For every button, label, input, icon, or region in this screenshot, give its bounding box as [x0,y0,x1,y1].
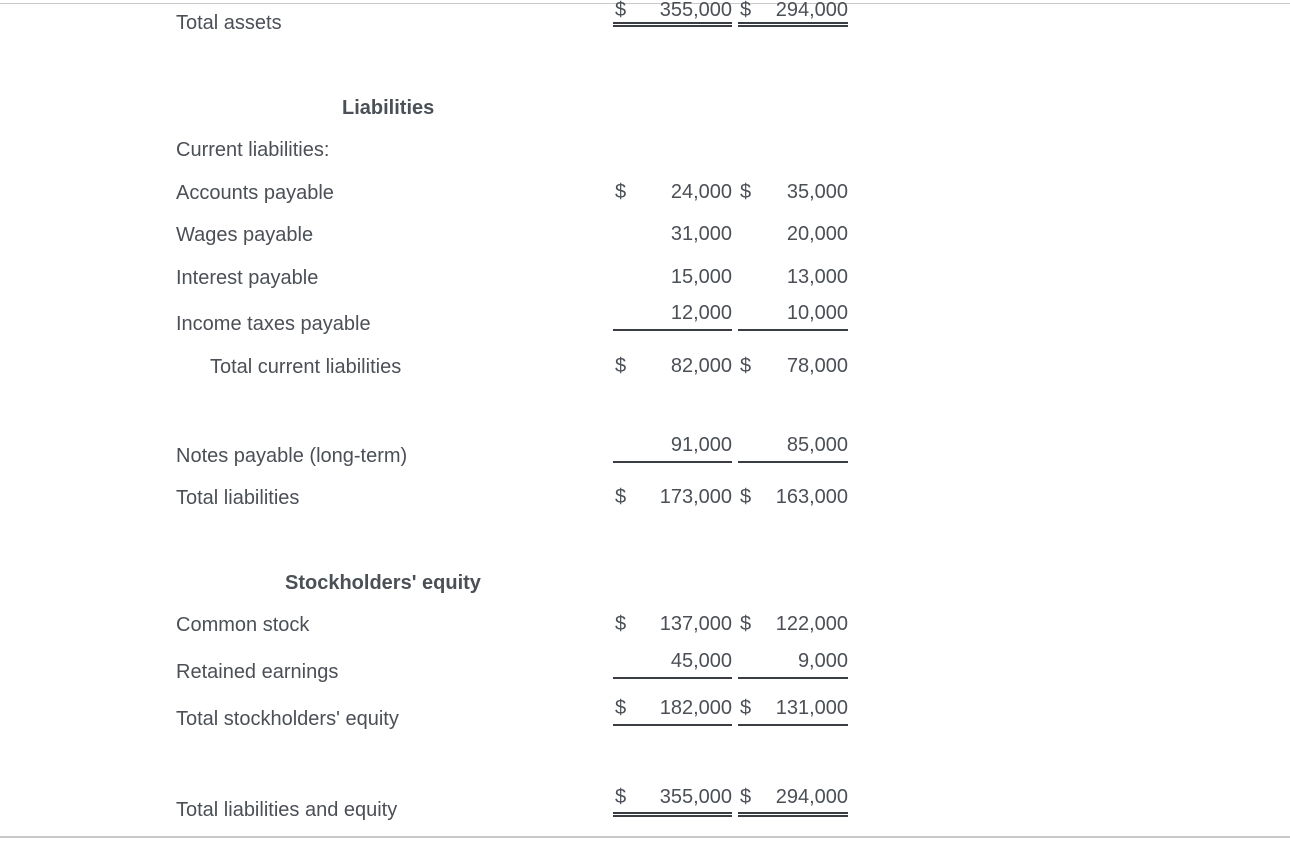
currency-symbol: $ [615,697,627,719]
currency-symbol: $ [740,613,752,635]
total-equity-current-cell [613,696,732,726]
notes-payable-prior-cell [738,433,848,463]
retained-earnings-label: Retained earnings [176,661,339,683]
interest-payable-label: Interest payable [176,267,319,289]
total-assets-current-value: 355,000 [659,0,732,21]
total-liabilities-equity-prior-value: 294,000 [775,786,848,808]
currency-symbol: $ [615,613,627,635]
accounts-payable-current-cell [613,180,732,204]
currency-symbol: $ [740,0,752,21]
total-assets-prior-cell [738,0,848,27]
interest-payable-current-value: 15,000 [670,266,732,288]
interest-payable-prior-value: 13,000 [786,266,848,288]
stockholders-equity-heading: Stockholders' equity [285,572,481,594]
total-stockholders-equity-label: Total stockholders' equity [176,708,399,730]
accounts-payable-current-value: 24,000 [670,181,732,203]
retained-earnings-prior-cell [738,649,848,679]
wages-payable-prior-value: 20,000 [786,223,848,245]
wages-payable-prior-cell [738,222,848,246]
common-stock-label: Common stock [176,614,310,636]
total-equity-prior-cell [738,696,848,726]
currency-symbol: $ [740,486,752,508]
common-stock-current-cell [613,612,732,636]
total-equity-prior-value: 131,000 [775,697,848,719]
total-liabilities-label: Total liabilities [176,487,300,509]
currency-symbol: $ [740,355,752,377]
income-taxes-payable-current-cell [613,301,732,331]
currency-symbol: $ [740,181,752,203]
total-liabilities-equity-current-value: 355,000 [659,786,732,808]
accounts-payable-prior-value: 35,000 [786,181,848,203]
liabilities-heading: Liabilities [342,97,435,119]
retained-earnings-prior-value: 9,000 [797,650,848,672]
retained-earnings-current-cell [613,649,732,679]
total-current-liabilities-prior-value: 78,000 [786,355,848,377]
income-taxes-payable-prior-value: 10,000 [786,302,848,324]
income-taxes-payable-label: Income taxes payable [176,313,371,335]
total-liabilities-current-value: 173,000 [659,486,732,508]
total-liabilities-equity-prior-cell [738,785,848,817]
wages-payable-current-value: 31,000 [670,223,732,245]
currency-symbol: $ [615,355,627,377]
accounts-payable-label: Accounts payable [176,182,334,204]
total-liabilities-prior-cell [738,485,848,509]
total-liabilities-prior-value: 163,000 [775,486,848,508]
currency-symbol: $ [615,486,627,508]
wages-payable-label: Wages payable [176,224,314,246]
total-current-liabilities-current-cell [613,354,732,378]
income-taxes-payable-prior-cell [738,301,848,331]
total-equity-current-value: 182,000 [659,697,732,719]
notes-payable-label: Notes payable (long-term) [176,445,408,467]
total-current-liabilities-current-value: 82,000 [670,355,732,377]
currency-symbol: $ [615,0,627,21]
common-stock-prior-value: 122,000 [775,613,848,635]
notes-payable-prior-value: 85,000 [786,434,848,456]
accounts-payable-prior-cell [738,180,848,204]
total-liabilities-current-cell [613,485,732,509]
currency-symbol: $ [615,786,627,808]
currency-symbol: $ [740,786,752,808]
total-liabilities-equity-current-cell [613,785,732,817]
total-assets-label: Total assets [176,12,282,34]
currency-symbol: $ [615,181,627,203]
total-current-liabilities-label: Total current liabilities [210,356,402,378]
total-current-liabilities-prior-cell [738,354,848,378]
currency-symbol: $ [740,697,752,719]
bottom-divider [0,836,1290,838]
retained-earnings-current-value: 45,000 [670,650,732,672]
total-liabilities-equity-label: Total liabilities and equity [176,799,398,821]
interest-payable-prior-cell [738,265,848,289]
common-stock-current-value: 137,000 [659,613,732,635]
interest-payable-current-cell [613,265,732,289]
income-taxes-payable-current-value: 12,000 [670,302,732,324]
notes-payable-current-value: 91,000 [670,434,732,456]
total-assets-prior-value: 294,000 [775,0,848,21]
total-assets-current-cell [613,0,732,27]
notes-payable-current-cell [613,433,732,463]
common-stock-prior-cell [738,612,848,636]
wages-payable-current-cell [613,222,732,246]
current-liabilities-label: Current liabilities: [176,139,330,161]
